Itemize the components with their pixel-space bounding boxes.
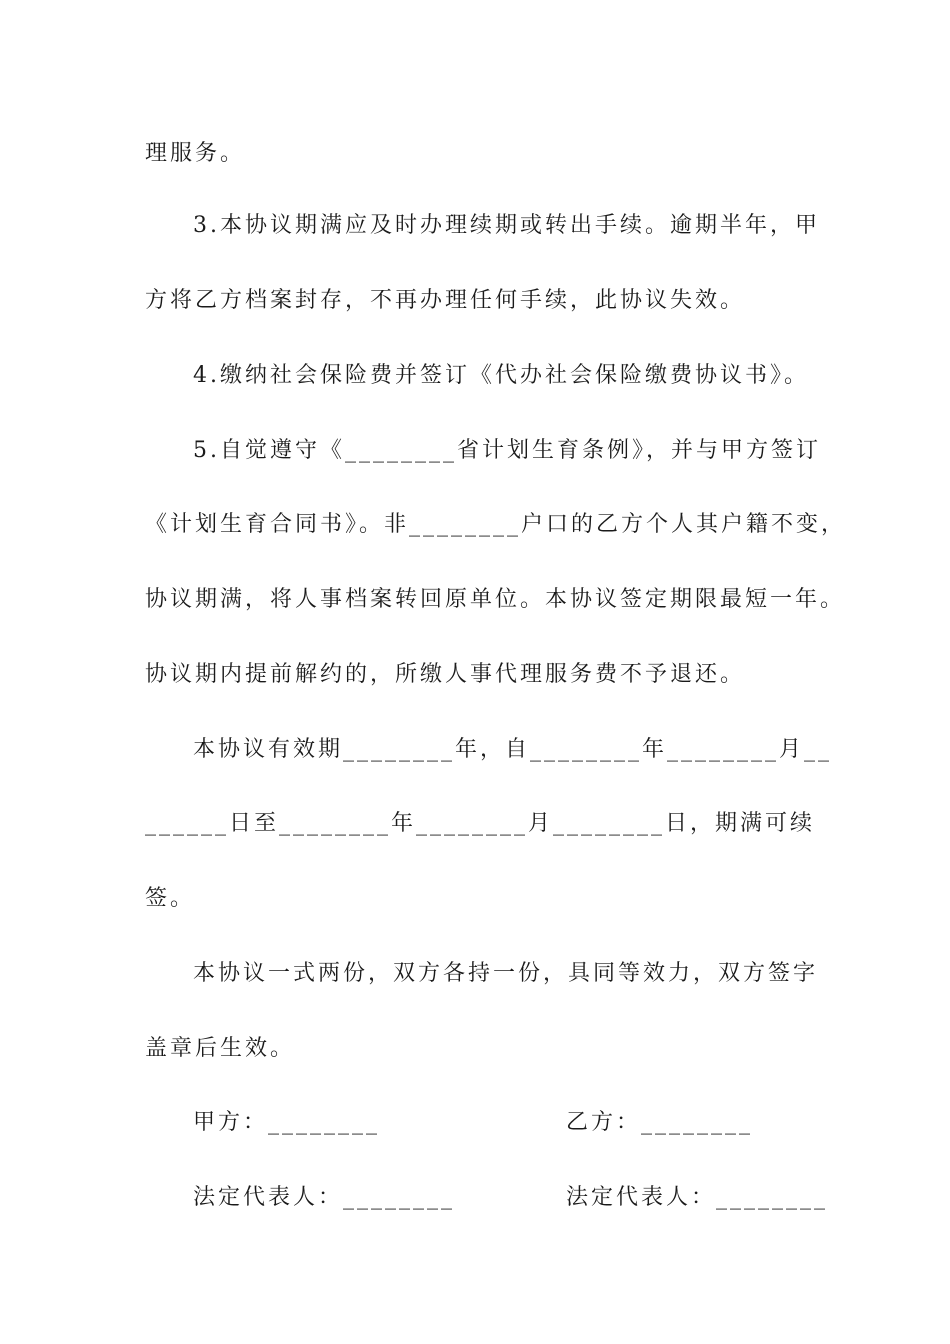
- clause-3-line-1: 3.本协议期满应及时办理续期或转出手续。逾期半年，甲: [193, 213, 820, 238]
- clause-5-line-2: 《计划生育合同书》。非________户口的乙方个人其户籍不变，: [145, 512, 847, 537]
- copies-line-1: 本协议一式两份，双方各持一份，具同等效力，双方签字: [193, 961, 819, 986]
- clause-3-line-2: 方将乙方档案封存，不再办理任何手续，此协议失效。: [145, 288, 746, 313]
- validity-line-1: 本协议有效期________年，自________年________月__: [193, 737, 833, 762]
- party-a-representative: 法定代表人：________: [193, 1185, 456, 1210]
- party-b-signature: 乙方：________: [566, 1110, 754, 1135]
- text-line: 理服务。: [145, 141, 246, 166]
- clause-5-line-1: 5.自觉遵守《________省计划生育条例》，并与甲方签订: [193, 438, 821, 463]
- party-a-signature: 甲方：________: [193, 1110, 381, 1135]
- validity-line-3: 签。: [145, 886, 196, 911]
- clause-5-line-3: 协议期满，将人事档案转回原单位。本协议签定期限最短一年。: [145, 587, 846, 612]
- party-b-representative: 法定代表人：________: [566, 1185, 829, 1210]
- clause-5-line-4: 协议期内提前解约的，所缴人事代理服务费不予退还。: [145, 662, 746, 687]
- copies-line-2: 盖章后生效。: [145, 1036, 296, 1061]
- clause-4: 4.缴纳社会保险费并签订《代办社会保险缴费协议书》。: [193, 363, 809, 388]
- validity-line-2: ______日至________年________月________日，期满可续: [145, 811, 816, 836]
